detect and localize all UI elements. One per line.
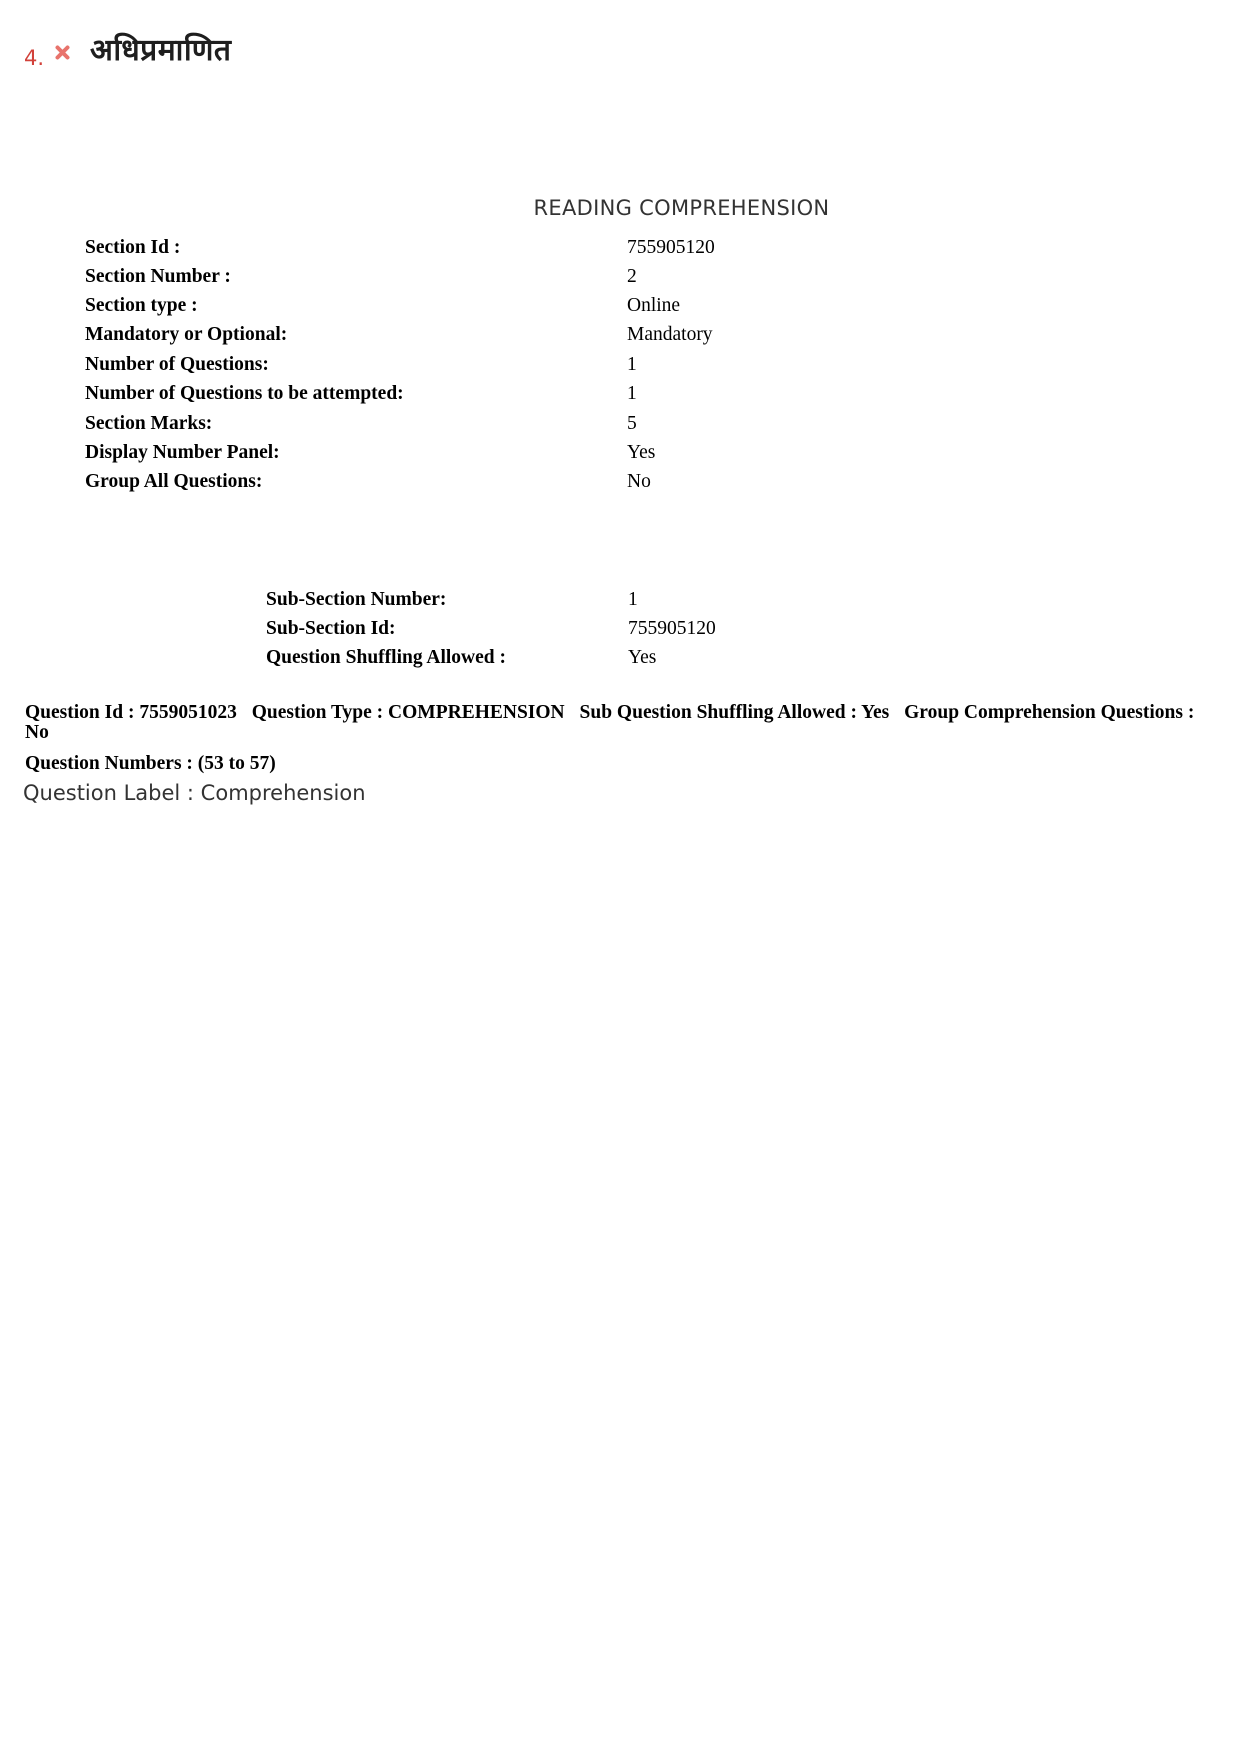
- group-all-questions-label: Group All Questions:: [85, 471, 263, 492]
- group-comprehension: Group Comprehension Questions : No: [25, 702, 1195, 743]
- questions-to-attempt-value: 1: [627, 383, 637, 404]
- section-number-value: 2: [627, 266, 637, 287]
- question-label: Question Label : Comprehension: [23, 781, 366, 805]
- section-id-value: 755905120: [627, 237, 715, 258]
- sub-question-shuffling: Sub Question Shuffling Allowed : Yes: [579, 702, 890, 723]
- section-marks-value: 5: [627, 413, 637, 434]
- section-type-label: Section type :: [85, 295, 198, 316]
- display-number-panel-value: Yes: [627, 442, 656, 463]
- question-id: Question Id : 7559051023: [25, 702, 237, 723]
- cross-icon: [55, 45, 70, 60]
- subsection-number-value: 1: [628, 589, 638, 610]
- subsection-id-label: Sub-Section Id:: [266, 618, 396, 639]
- question-info: [25, 703, 1215, 743]
- group-all-questions-value: No: [627, 471, 651, 492]
- number-of-questions-label: Number of Questions:: [85, 354, 269, 375]
- section-number-label: Section Number :: [85, 266, 231, 287]
- display-number-panel-label: Display Number Panel:: [85, 442, 280, 463]
- section-type-value: Online: [627, 295, 681, 316]
- option-text: अधिप्रमाणित: [90, 33, 232, 68]
- subsection-id-value: 755905120: [628, 618, 716, 639]
- questions-to-attempt-label: Number of Questions to be attempted:: [85, 383, 404, 404]
- section-title: READING COMPREHENSION: [533, 196, 830, 220]
- subsection-number-label: Sub-Section Number:: [266, 589, 447, 610]
- question-type: Question Type : COMPREHENSION: [251, 702, 565, 723]
- number-of-questions-value: 1: [627, 354, 637, 375]
- question-shuffling-value: Yes: [628, 647, 657, 668]
- question-numbers: Question Numbers : (53 to 57): [25, 753, 276, 774]
- section-id-label: Section Id :: [85, 237, 181, 258]
- question-shuffling-label: Question Shuffling Allowed :: [266, 647, 507, 668]
- option-number: 4.: [24, 46, 45, 70]
- section-marks-label: Section Marks:: [85, 413, 213, 434]
- mandatory-value: Mandatory: [627, 324, 713, 345]
- mandatory-label: Mandatory or Optional:: [85, 324, 288, 345]
